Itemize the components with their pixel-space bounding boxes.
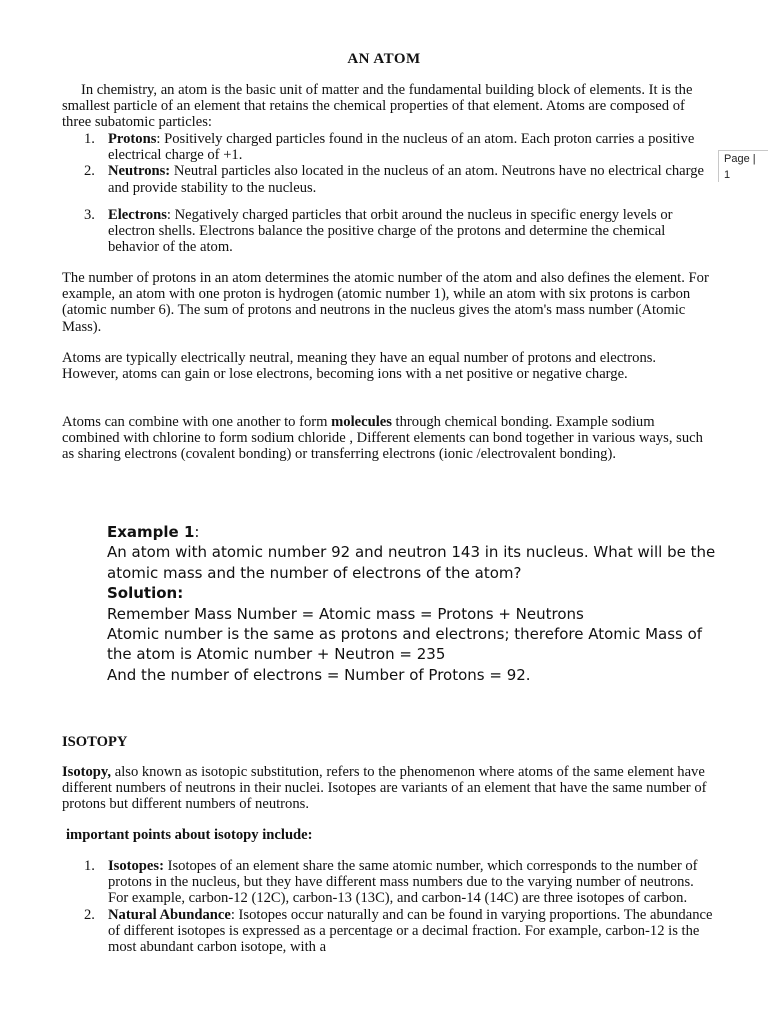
term-natural-abundance: Natural Abundance	[108, 906, 231, 923]
list-item-isotopes	[84, 858, 714, 907]
list-item-natural-abundance	[84, 907, 714, 956]
definition-electrons: Negatively charged particles that orbit around the nucleus in specific energy levels or electron shells. Electrons balance the positive charge of the protons and determine the chemical behavior of the atom.	[108, 207, 673, 256]
term-electrons: Electrons	[108, 207, 167, 223]
important-points-heading: important points about isotopy include:	[66, 827, 313, 843]
term-protons: Protons	[108, 131, 157, 147]
list-number: 2.	[84, 163, 95, 180]
subatomic-particles-list	[84, 131, 714, 196]
isotopy-heading: ISOTOPY	[62, 734, 128, 750]
molecules-paragraph: Atoms can combine with one another to form molecules through chemical bonding. Example sodium combined with chlorine to form sodium chloride , Different elements can bond together in various ways, such as sharing electrons (covalent bonding) or transferring electrons (ionic /electrovalent bonding).	[62, 414, 703, 463]
page-label: Page |	[724, 153, 756, 165]
neutral-atoms-paragraph: Atoms are typically electrically neutral, meaning they have an equal number of protons and electrons. However, atoms can gain or lose electrons, becoming ions with a net positive or negative charge.	[62, 350, 657, 383]
list-number: 1.	[84, 858, 95, 874]
list-number: 3.	[84, 207, 95, 223]
example-box	[107, 522, 727, 685]
document-title: AN ATOM	[347, 51, 421, 67]
isotopy-paragraph: Isotopy, also known as isotopic substitution, refers to the phenomenon where atoms of the same element have different numbers of neutrons in their nuclei. Isotopes are variants of an element that have the same number of protons but different numbers of neutrons.	[62, 764, 707, 813]
solution-line-1: Remember Mass Number = Atomic mass = Protons + Neutrons	[107, 604, 584, 623]
example-heading: Example 1:	[107, 523, 200, 541]
isotopy-term: Isotopy,	[62, 764, 112, 780]
list-number: 1.	[84, 131, 95, 147]
list-item-protons: 1. Protons: Positively charged particles found in the nucleus of an atom. Each proton carries a positive electrical charge of +1.	[84, 131, 695, 164]
example-question: An atom with atomic number 92 and neutron 143 in its nucleus. What will be the atomic mass and the number of electrons of the atom?	[107, 543, 716, 582]
solution-heading: Solution:	[107, 584, 184, 603]
definition-isotopes: Isotopes of an element share the same atomic number, which corresponds to the number of protons in the nucleus, but they have different mass numbers due to the varying number of neutrons. For example, carbon-12 (12C), carbon-13 (13C), and carbon-14 (14C) are three isotopes of carbon.	[108, 858, 698, 907]
list-number: 2.	[84, 906, 95, 923]
solution-line-3: And the number of electrons = Number of Protons = 92.	[107, 665, 531, 684]
page-number-marker	[718, 150, 768, 182]
term-neutrons: Neutrons:	[108, 163, 171, 180]
definition-natural-abundance: : Isotopes occur naturally and can be found in varying proportions. The abundance of different isotopes is expressed as a percentage or a decimal fraction. For example, carbon-12 is the most abundant carbon isotope, with a	[108, 906, 713, 956]
intro-paragraph: In chemistry, an atom is the basic unit of matter and the fundamental building block of elements. It is the smallest particle of an element that retains the chemical properties of that element. Atoms are composed of three subatomic particles:	[62, 82, 693, 131]
atomic-number-paragraph: The number of protons in an atom determines the atomic number of the atom and also defines the element. For example, an atom with one proton is hydrogen (atomic number 1), while an atom with six protons is carbon (atomic number 6). The sum of protons and neutrons in the nucleus gives the atom's mass number (Atomic Mass).	[62, 270, 709, 335]
isotopy-points-list	[84, 858, 714, 955]
list-item-neutrons	[84, 163, 714, 195]
subatomic-particles-list-continued	[84, 207, 714, 256]
definition-protons: Positively charged particles found in the nucleus of an atom. Each proton carries a positive electrical charge of +1.	[108, 131, 695, 164]
term-isotopes: Isotopes:	[108, 858, 164, 874]
definition-neutrons: Neutral particles also located in the nucleus of an atom. Neutrons have no electrical charge and provide stability to the nucleus.	[108, 163, 704, 196]
page-number: 1	[724, 169, 731, 181]
solution-line-2: Atomic number is the same as protons and electrons; therefore Atomic Mass of the atom is Atomic number + Neutron = 235	[107, 625, 703, 664]
molecules-term: molecules	[331, 414, 392, 430]
list-item-electrons: 3. Electrons: Negatively charged particles that orbit around the nucleus in specific energy levels or electron shells. Electrons balance the positive charge of the protons and determine the chemical behavior of the atom.	[84, 207, 673, 256]
